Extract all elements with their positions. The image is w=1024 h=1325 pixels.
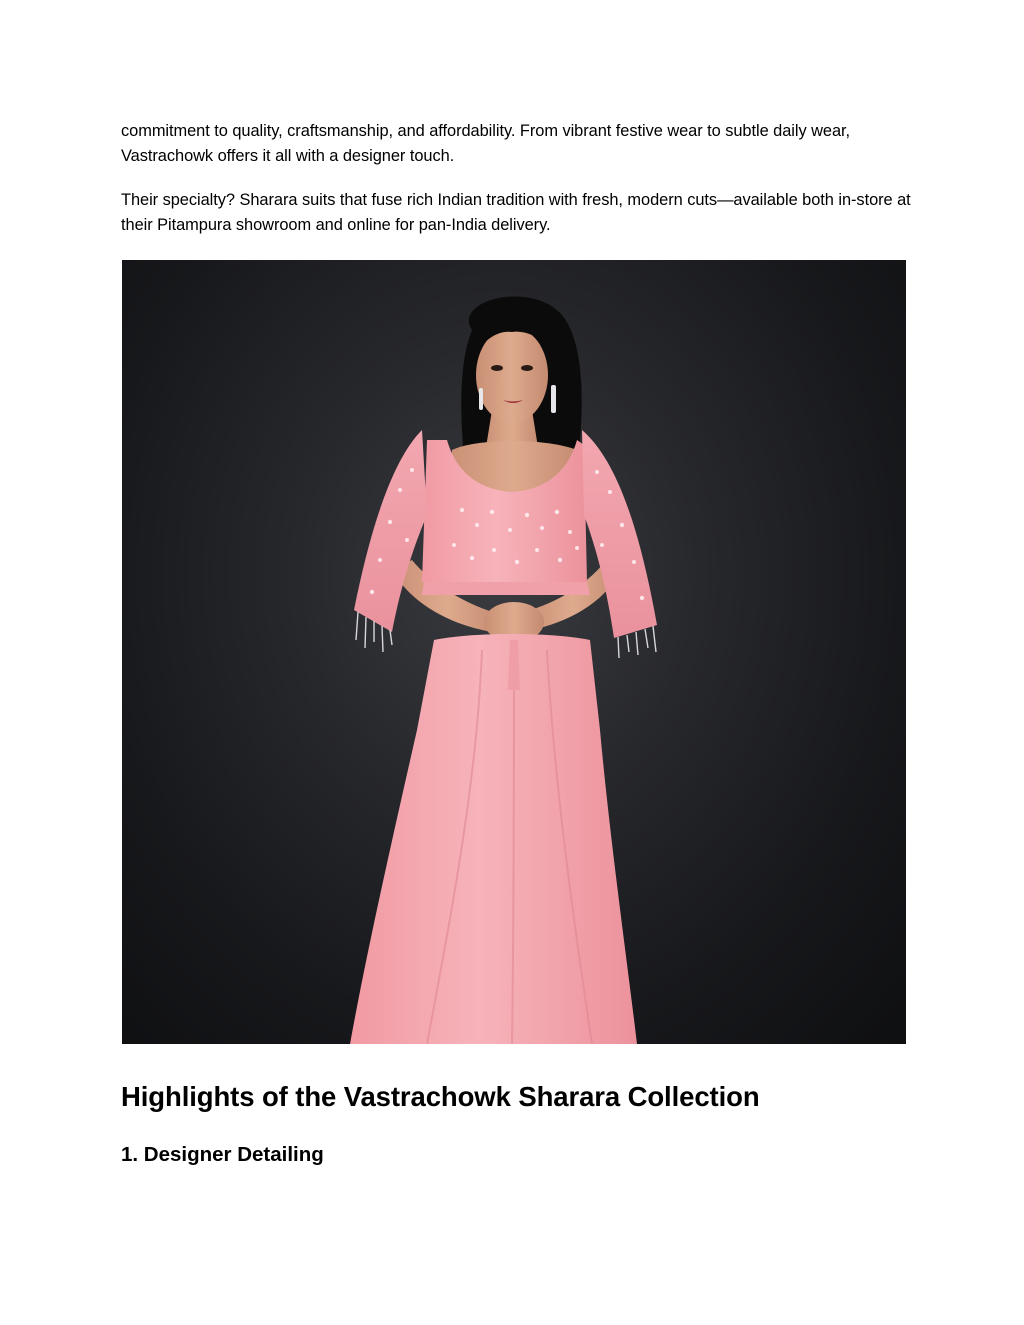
product-photo (122, 260, 906, 1044)
subsection-heading: 1. Designer Detailing (121, 1143, 324, 1166)
body-paragraph-1: commitment to quality, craftsmanship, and affordability. From vibrant festive wear to subtle daily wear, Vastrachowk offers it all with a designer touch. (121, 122, 851, 165)
section-heading: Highlights of the Vastrachowk Sharara Collection (121, 1081, 760, 1112)
body-paragraph-2: Their specialty? Sharara suits that fuse rich Indian tradition with fresh, modern cuts—available both in-store at their Pitampura showroom and online for pan-India delivery. (121, 191, 911, 234)
model-illustration (122, 260, 906, 1044)
